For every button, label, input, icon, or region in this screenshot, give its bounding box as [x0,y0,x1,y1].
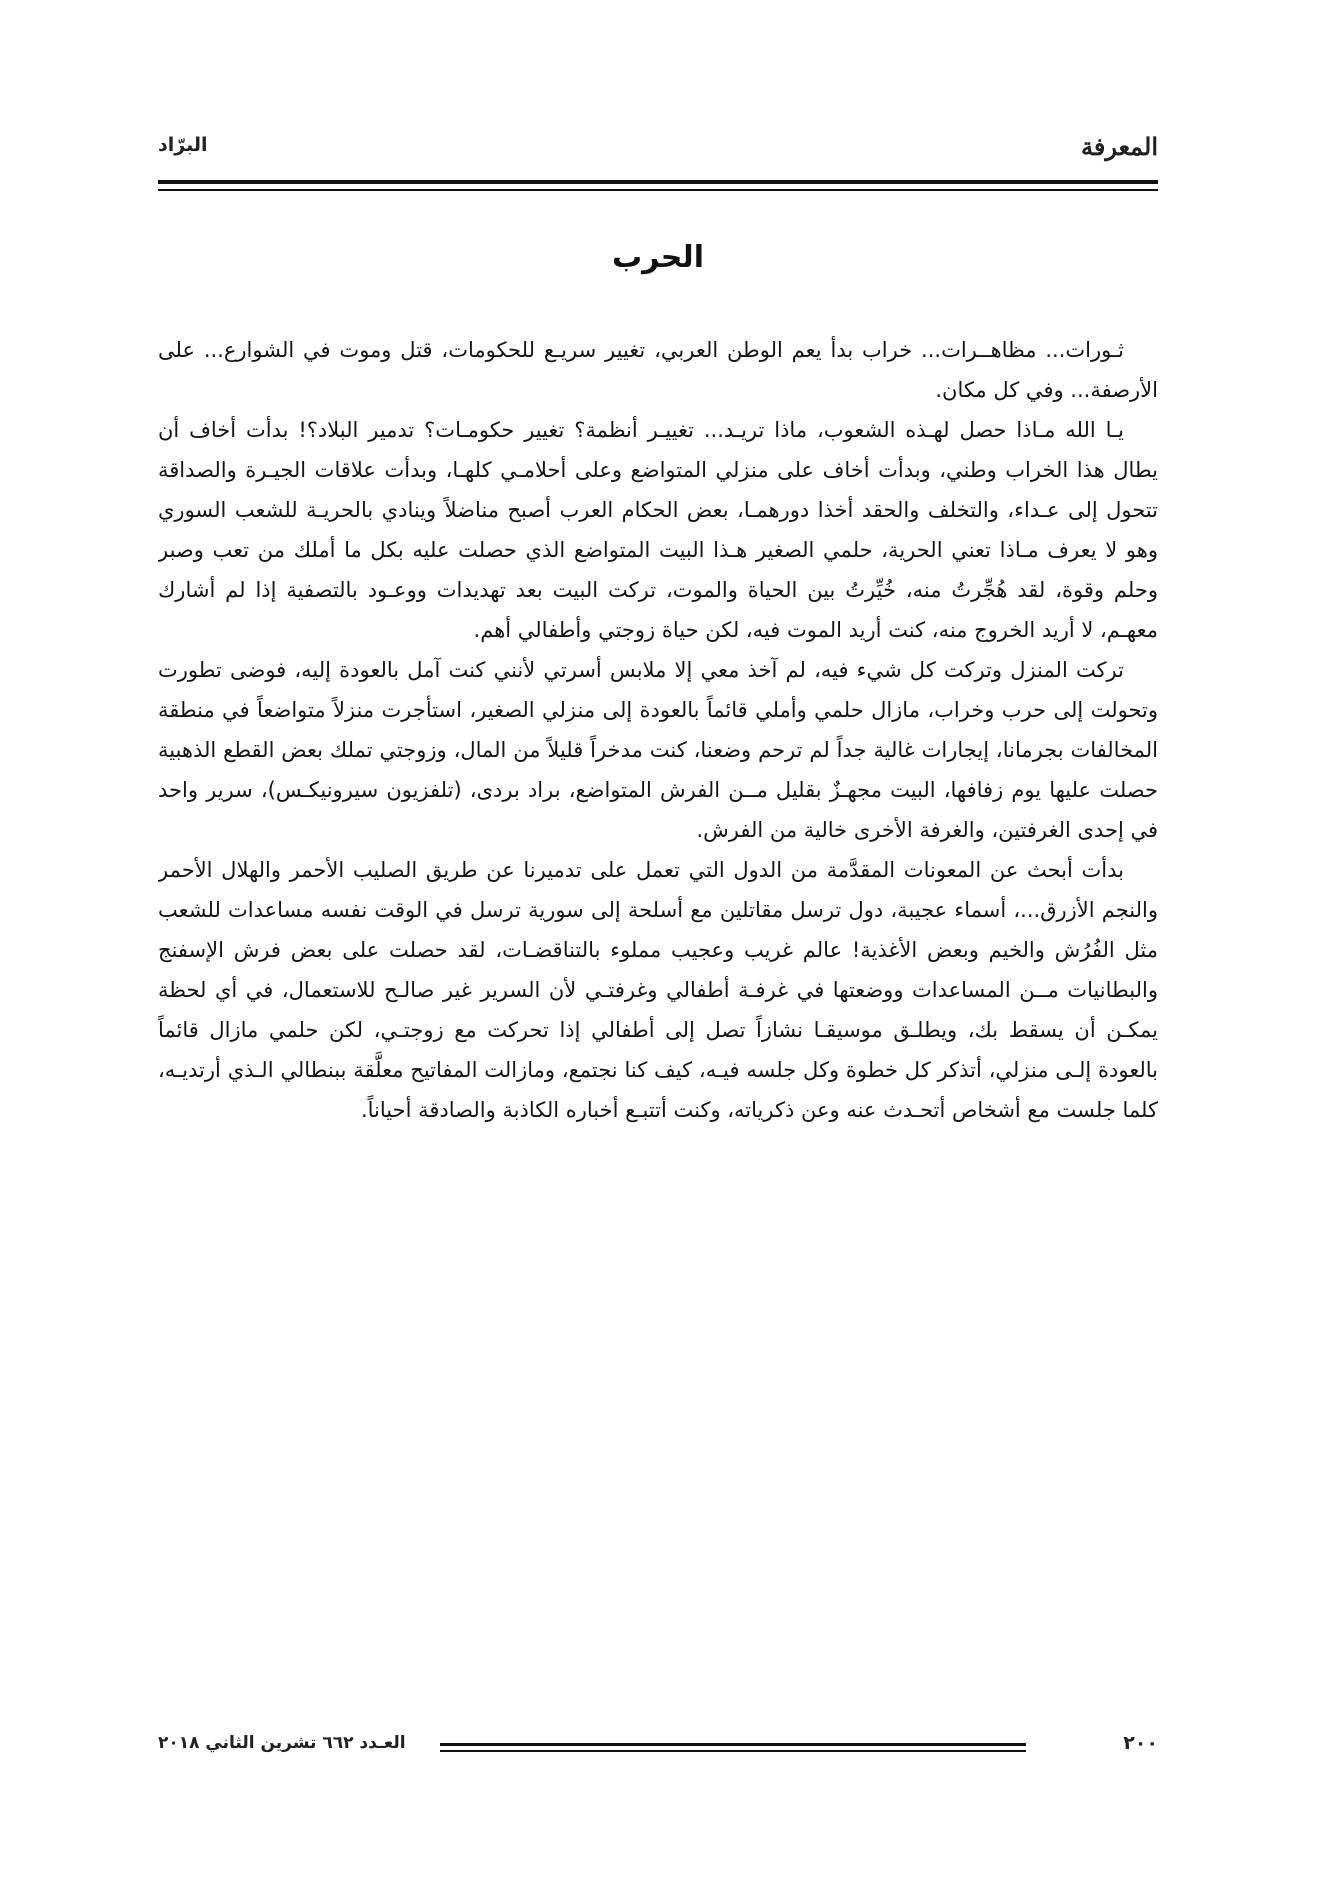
paragraph-4: بدأت أبحث عن المعونات المقدَّمة من الدول التي تعمل على تدميرنا عن طريق الصليب الأحمر والهلال الأحمر والنجم الأزرق...، أسماء عجيبة، دول ترسل مقاتلين مع أسلحة إلى سورية ترسل في الوقت نفسه مساعدات للشعب مثل الفُرُش والخيم وبعض الأغذية! عالم غريب وعجيب مملوء بالتناقضـات، لقد حصلت على بعض فرش الإسفنج والبطانيات مــن المساعدات ووضعتها في غرفـة أطفالي وغرفتـي لأن السرير غير صالـح للاستعمال، في أي لحظة يمكـن أن يسقط بك، ويطلـق موسيقـا نشازاً تصل إلى أطفالي إذا تحركت مع زوجتـي، لكن حلمي مازال قائماً بالعودة إلـى منزلي، أتذكر كل خطوة وكل جلسه فيـه، كيف كنا نجتمع، ومازالت المفاتيح معلَّقة ببنطالي الـذي أرتديـه، كلما جلست مع أشخاص أتحـدث عنه وعن ذكرياته، وكنت أتتبـع أخباره الكاذبة والصادقة أحياناً. [158,858,1158,1122]
section-title: البرّاد [158,134,208,156]
article-body [158,330,1158,1700]
header-rule-thick [158,180,1158,184]
page-number: ٢٠٠ [1123,1732,1158,1754]
footer-rule-thin [440,1750,1026,1752]
article-title: الحرب [612,240,704,275]
journal-name: المعرفة [1080,132,1158,161]
page-footer [158,1732,1158,1762]
paragraph-2: يـا الله مـاذا حصل لهـذه الشعوب، ماذا تريـد... تغييـر أنظمة؟ تغيير حكومـات؟ تدمير البلاد؟! بدأت أخاف أن يطال هذا الخراب وطني، وبدأت أخاف على منزلي المتواضع وعلى أحلامـي كلهـا، وبدأت علاقات الجيـرة والصداقة تتحول إلى عـداء، والتخلف والحقد أخذا دورهمـا، بعض الحكام العرب أصبح مناضلاً وينادي بالحريـة للشعب السوري وهو لا يعرف مـاذا تعني الحرية، حلمي الصغير هـذا البيت المتواضع الذي حصلت عليه بكل ما أملك من تعب وصبر وحلم وقوة، لقد هُجِّرتُ منه، خُيِّرتُ بين الحياة والموت، تركت البيت بعد تهديدات ووعـود بالتصفية إذا لم أشارك معهـم، لا أريد الخروج منه، كنت أريد الموت فيه، لكن حياة زوجتي وأطفالي أهم. [158,418,1158,642]
issue-info: العـدد ٦٦٢ تشرين الثاني ٢٠١٨ [158,1733,406,1753]
page-header [158,128,1158,168]
paragraph-3: تركت المنزل وتركت كل شيء فيه، لم آخذ معي إلا ملابس أسرتي لأنني كنت آمل بالعودة إليه، فوضى تطورت وتحولت إلى حرب وخراب، مازال حلمي وأملي قائماً بالعودة إلى منزلي الصغير، استأجرت منزلاً متواضعاً في منطقة المخالفات بجرمانا، إيجارات غالية جداً لم ترحم وضعنا، كنت مدخراً قليلاً من المال، وزوجتي تملك بعض القطع الذهبية حصلت عليها يوم زفافها، البيت مجهـزٌ بقليل مــن الفرش المتواضع، براد بردى، (تلفزيون سيرونيكـس)، سرير واحد في إحدى الغرفتين، والغرفة الأخرى خالية من الفرش. [158,658,1158,842]
header-rule-thin [158,189,1158,191]
footer-rule-thick [440,1743,1026,1746]
paragraph-1: ثـورات... مظاهــرات... خراب بدأ يعم الوطن العربي، تغيير سريـع للحكومات، قتل وموت في الشوارع... على الأرصفة... وفي كل مكان. [158,338,1158,402]
